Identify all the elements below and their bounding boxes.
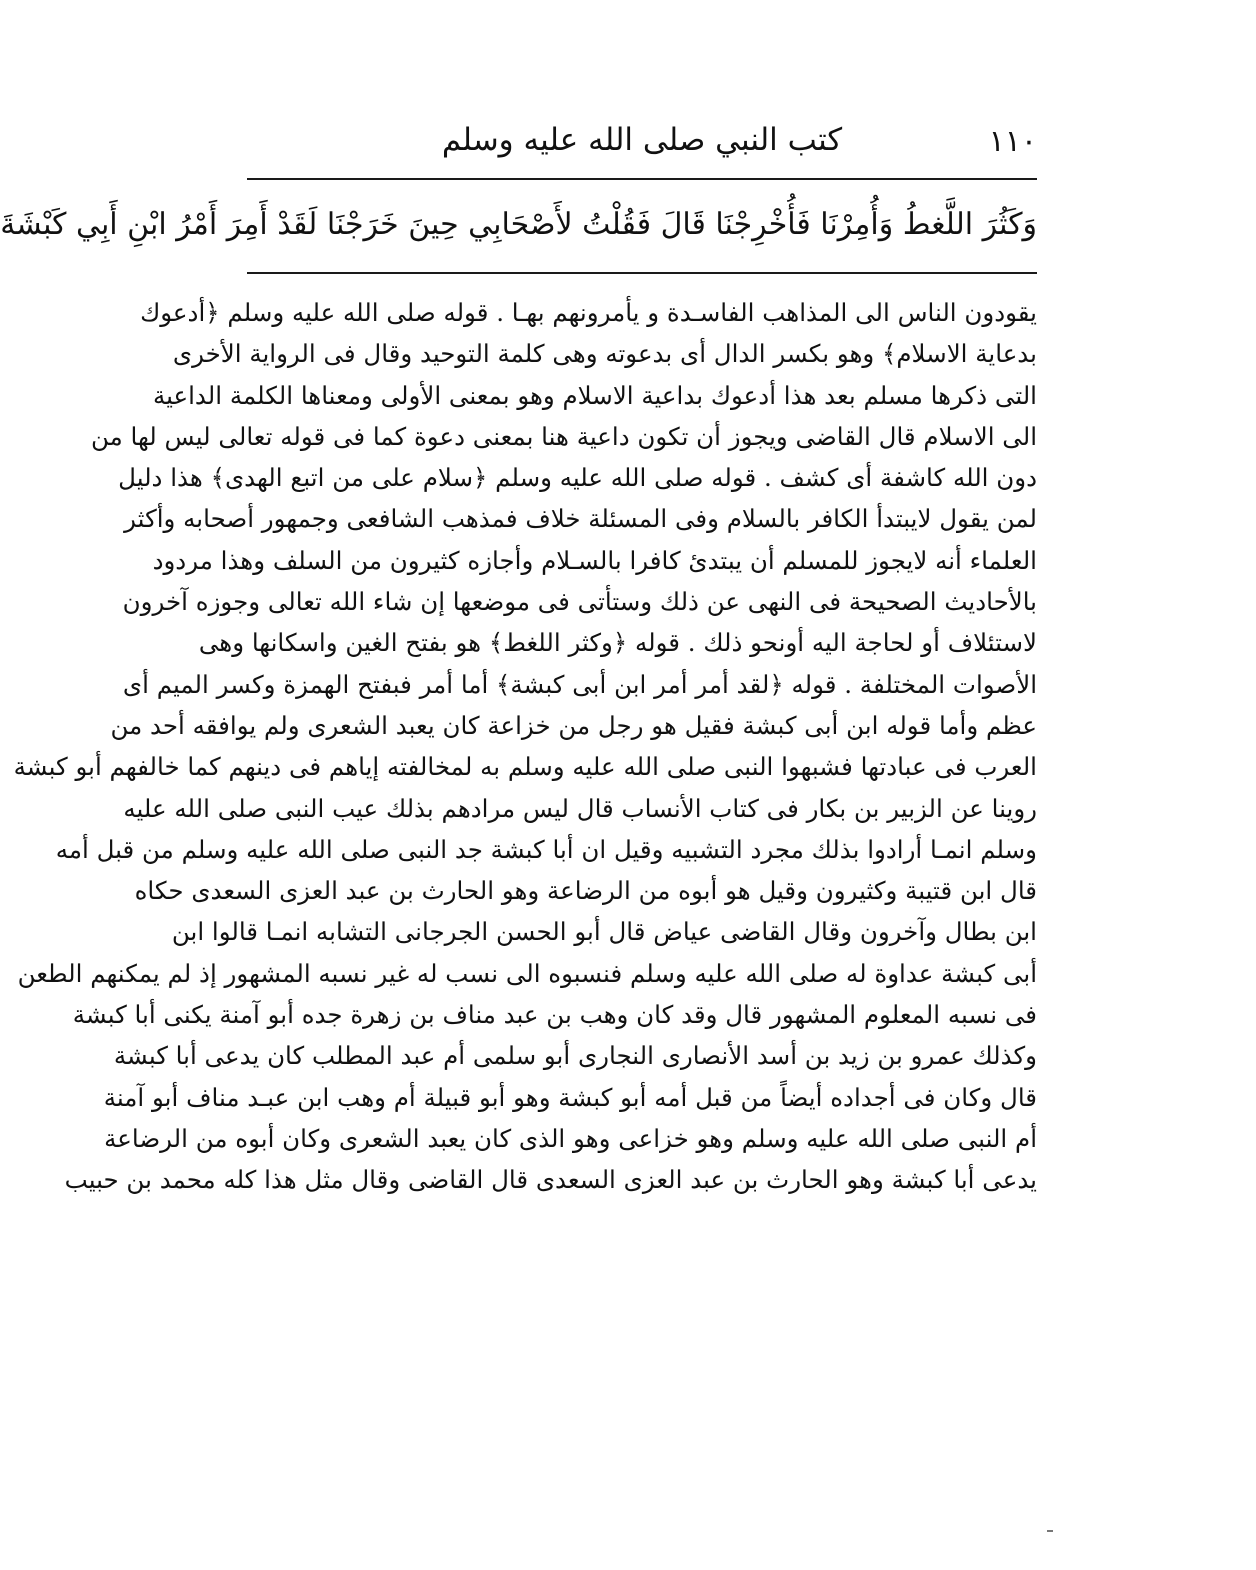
- commentary-line: بدعاية الاسلام﴾ وهو بكسر الدال أى بدعوته وهى كلمة التوحيد وقال فى الرواية الأخرى: [172, 339, 1037, 369]
- commentary-line: فى نسبه المعلوم المشهور قال وقد كان وهب بن عبد مناف بن زهرة جده أبو آمنة يكنى أبا كبشة: [72, 1000, 1037, 1030]
- commentary-line: أبى كبشة عداوة له صلى الله عليه وسلم فنسبوه الى نسب له غير نسبه المشهور إذ لم يمكنهم الطعن: [17, 958, 1037, 988]
- commentary-line: ابن بطال وآخرون وقال القاضى عياض قال أبو الحسن الجرجانى التشابه انمـا قالوا ابن: [171, 917, 1037, 947]
- page-number: ١١٠: [988, 124, 1037, 159]
- running-title: كتب النبي صلى الله عليه وسلم: [441, 122, 843, 158]
- commentary-line: لمن يقول لايبتدأ الكافر بالسلام وفى المسئلة خلاف فمذهب الشافعى وجمهور أصحابه وأكثر: [124, 504, 1037, 534]
- commentary-line: عظم وأما قوله ابن أبى كبشة فقيل هو رجل من خزاعة كان يعبد الشعرى ولم يوافقه أحد من: [110, 710, 1037, 740]
- commentary-line: روينا عن الزبير بن بكار فى كتاب الأنساب قال ليس مرادهم بذلك عيب النبى صلى الله عليه: [123, 793, 1037, 823]
- commentary-line: دون الله كاشفة أى كشف . قوله صلى الله عليه وسلم ﴿سلام على من اتبع الهدى﴾ هذا دليل: [118, 463, 1037, 493]
- commentary-line: بالأحاديث الصحيحة فى النهى عن ذلك وستأتى فى موضعها إن شاء الله تعالى وجوزه آخرون: [122, 587, 1037, 617]
- scan-mark: [1047, 1530, 1053, 1532]
- commentary-line: العلماء أنه لايجوز للمسلم أن يبتدئ كافرا بالسـلام وأجازه كثيرون من السلف وهذا مردود: [152, 545, 1037, 575]
- commentary-body: [13, 292, 1037, 1201]
- commentary-line: لاستئلاف أو لحاجة اليه أونحو ذلك . قوله ﴿وكثر اللغط﴾ هو بفتح الغين واسكانها وهى: [198, 628, 1037, 658]
- commentary-line: الى الاسلام قال القاضى ويجوز أن تكون داعية هنا بمعنى دعوة كما فى قوله تعالى ليس لها من: [90, 421, 1037, 451]
- commentary-line: قال ابن قتيبة وكثيرون وقيل هو أبوه من الرضاعة وهو الحارث بن عبد العزى السعدى حكاه: [134, 876, 1037, 906]
- commentary-line: التى ذكرها مسلم بعد هذا أدعوك بداعية الاسلام وهو بمعنى الأولى ومعناها الكلمة الداعية: [152, 380, 1037, 410]
- commentary-line: وكذلك عمرو بن زيد بن أسد الأنصارى النجارى أبو سلمى أم عبد المطلب كان يدعى أبا كبشة: [113, 1041, 1037, 1071]
- hadith-rule: [247, 272, 1037, 274]
- commentary-line: يقودون الناس الى المذاهب الفاسـدة و يأمرونهم بهـا . قوله صلى الله عليه وسلم ﴿أدعوك: [140, 298, 1037, 327]
- commentary-line: الأصوات المختلفة . قوله ﴿لقد أمر أمر ابن أبى كبشة﴾ أما أمر فبفتح الهمزة وكسر الميم أى: [122, 669, 1037, 699]
- header-rule: [247, 178, 1037, 180]
- commentary-line: العرب فى عبادتها فشبهوا النبى صلى الله عليه وسلم به لمخالفته إياهم فى دينهم كما خالفهم أبو كبشة: [13, 752, 1037, 782]
- page-header: [247, 118, 1037, 178]
- commentary-line: يدعى أبا كبشة وهو الحارث بن عبد العزى السعدى قال القاضى وقال مثل هذا كله محمد بن حبيب: [64, 1165, 1037, 1195]
- commentary-line: وسلم انمـا أرادوا بذلك مجرد التشبيه وقيل ان أبا كبشة جد النبى صلى الله عليه وسلم من قبل أمه: [55, 834, 1037, 864]
- hadith-text: وَكَثُرَ اللَّغطُ وَأُمِرْنَا فَأُخْرِجْنَا قَالَ فَقُلْتُ لأَصْحَابِي حِينَ خَرَجْنَا لَقَدْ أَمِرَ أَمْرُ ابْنِ أَبِي كَبْشَةَ: [0, 207, 1037, 242]
- commentary-line: أم النبى صلى الله عليه وسلم وهو خزاعى وهو الذى كان يعبد الشعرى وكان أبوه من الرضاعة: [104, 1123, 1037, 1153]
- commentary-line: قال وكان فى أجداده أيضاً من قبل أمه أبو كبشة وهو أبو قبيلة أم وهب ابن عبـد مناف أبو آمنة: [103, 1082, 1037, 1112]
